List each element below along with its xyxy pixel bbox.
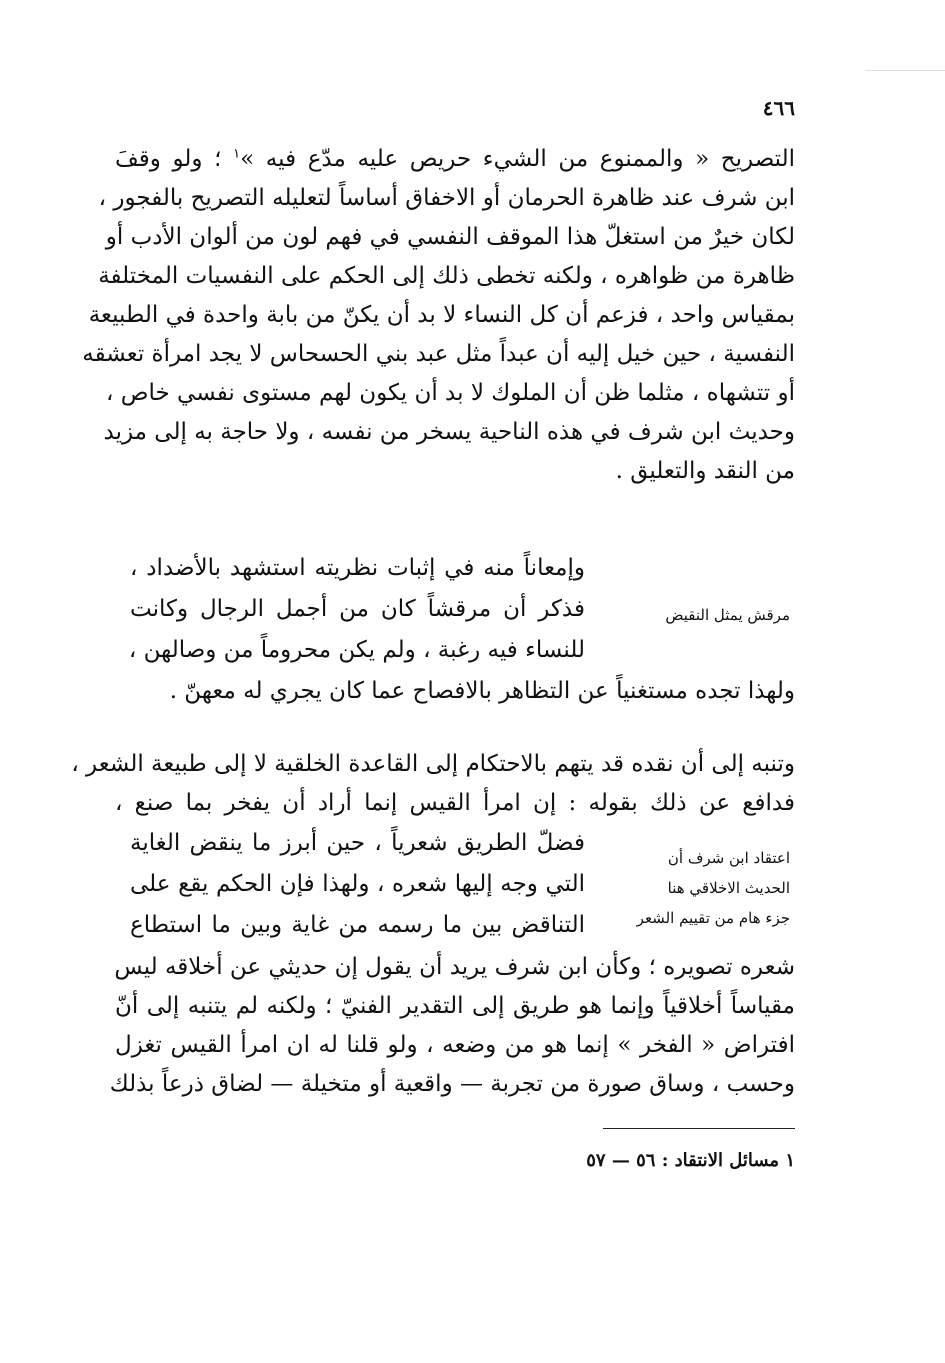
- marginal-note-2: [637, 843, 790, 933]
- marginal-note-line: اعتقاد ابن شرف أن: [667, 849, 790, 867]
- paragraph-line: من النقد والتعليق .: [615, 458, 795, 484]
- paragraph-line: فدافع عن ذلك بقوله : إن امرأ القيس إنما أراد أن يفخر بما صنع ،: [115, 790, 795, 816]
- paragraph-line: بمقياس واحد ، فزعم أن كل النساء لا بد أن يكنّ من بابة واحدة في الطبيعة: [88, 302, 795, 328]
- paragraph-line: التي وجه إليها شعره ، ولهذا فإن الحكم يقع على: [130, 871, 585, 897]
- marginal-note-line: الحديث الاخلاقي هنا: [667, 879, 790, 897]
- paragraph-2-inset: [130, 548, 585, 671]
- paragraph-line: ظاهرة من ظواهره ، ولكنه تخطى ذلك إلى الحكم على النفسيات المختلفة: [98, 263, 795, 289]
- marginal-note-line: جزء هام من تقييم الشعر: [636, 909, 790, 927]
- footnote-marker: ١: [233, 146, 241, 162]
- paragraph-3-top: [71, 745, 795, 823]
- paragraph-line: وإمعاناً منه في إثبات نظريته استشهد بالأضداد ،: [130, 555, 585, 581]
- paragraph-line: للنساء فيه رغبة ، ولم يكن محروماً من وصالهن ،: [128, 637, 585, 663]
- paragraph-line: شعره تصويره ؛ وكأن ابن شرف يريد أن يقول إن حديثي عن أخلاقه ليس: [114, 954, 795, 980]
- paragraph-line: النفسية ، حين خيل إليه أن عبداً مثل عبد بني الحسحاس لا يجد امرأة تعشقه: [82, 341, 795, 367]
- paragraph-line: ابن شرف عند ظاهرة الحرمان أو الاخفاق أساساً لتعليله التصريح بالفجور ،: [98, 185, 795, 211]
- paragraph-line-tail: ؛ ولو وقفَ: [115, 146, 222, 172]
- scan-edge-mark: [865, 70, 945, 71]
- paragraph-line: ولهذا تجده مستغنياً عن التظاهر بالافصاح عما كان يجري له معهنّ .: [169, 678, 795, 704]
- marginal-note: مرقش يمثل النقيض: [665, 606, 790, 624]
- paragraph-line: أو تتشهاه ، مثلما ظن أن الملوك لا بد أن يكون لهم مستوى نفسي خاص ،: [105, 380, 795, 406]
- paragraph-line: وتنبه إلى أن نقده قد يتهم بالاحتكام إلى القاعدة الخلقية لا إلى طبيعة الشعر ،: [71, 751, 795, 777]
- paragraph-line-text: التصريح « والممنوع من الشيء حريص عليه مدّع فيه »: [240, 146, 795, 172]
- footnote-rule: [603, 1128, 795, 1129]
- paragraph-line: لكان خيرٌ من استغلّ هذا الموقف النفسي في فهم لون من ألوان الأدب أو: [105, 224, 795, 250]
- paragraph-3-inset: [130, 823, 585, 946]
- page-number: ٤٦٦: [762, 96, 795, 120]
- paragraph-2-tail: [115, 672, 795, 711]
- paragraph-line: فضلّ الطريق شعرياً ، حين أبرز ما ينقض الغاية: [130, 830, 585, 856]
- footnote: ١ مسائل الانتقاد : ٥٦ — ٥٧: [586, 1150, 795, 1171]
- paragraph-line: مقياساً أخلاقياً وإنما هو طريق إلى التقدير الفنيّ ؛ ولكنه لم يتنبه إلى أنّ: [115, 993, 795, 1019]
- paragraph-line: التناقض بين ما رسمه من غاية وبين ما استطاع: [130, 912, 585, 938]
- paragraph-line: افتراض « الفخر » إنما هو من وضعه ، ولو قلنا له ان امرأ القيس تغزل: [115, 1032, 795, 1058]
- paragraph-3-bottom: [109, 948, 795, 1104]
- paragraph-line: وحديث ابن شرف في هذه الناحية يسخر من نفسه ، ولا حاجة به إلى مزيد: [103, 419, 795, 445]
- paragraph-1: [82, 140, 795, 491]
- paragraph-line: فذكر أن مرقشاً كان من أجمل الرجال وكانت: [130, 596, 585, 622]
- paragraph-line: وحسب ، وساق صورة من تجربة — واقعية أو متخيلة — لضاق ذرعاً بذلك: [109, 1071, 795, 1097]
- paragraph-line: [115, 140, 795, 179]
